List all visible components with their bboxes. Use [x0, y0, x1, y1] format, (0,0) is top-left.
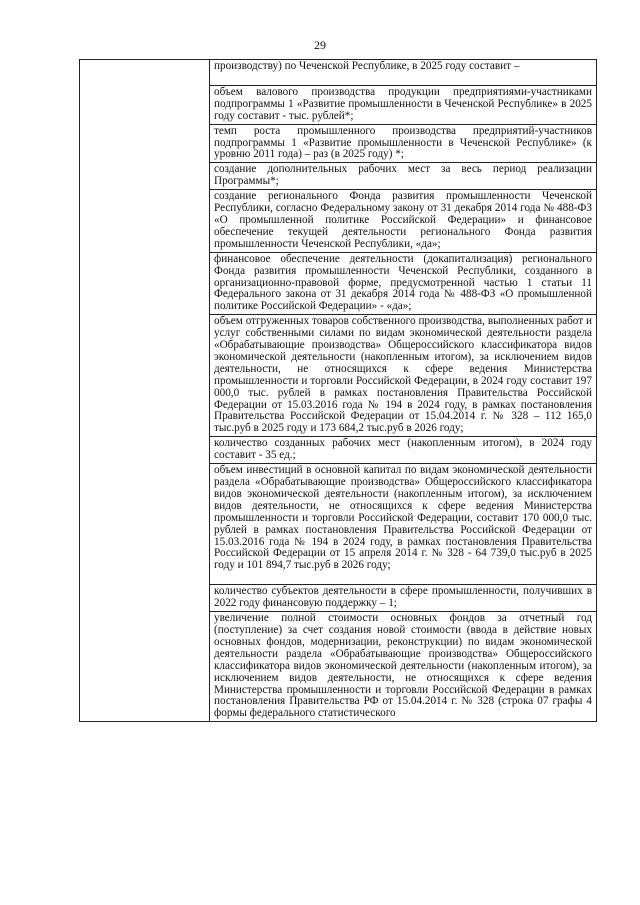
- row-text: объем отгруженных товаров собственного производства, выполненных работ и услуг собственными силами по видам экономической деятельности раздела «Обрабатывающие производства» Общероссийского классификатора видов экономической деятельности (накопленным итогом), за исключением видов деятельности, не относящихся к сфере ведения Министерства промышленности и торговли Российской Федерации, в 2024 году составит 197 000,0 тыс. рублей в рамках постановления Правительства Российской Федерации от 15.03.2016 года № 194 в 2024 году, в рамках постановления Правительства Российской Федерации от 15.04.2014 г. № 328 – 112 165,0 тыс.руб в 2025 году и 173 684,2 тыс.руб в 2026 году;: [214, 315, 592, 435]
- row-text: создание дополнительных рабочих мест за весь период реализации Программы*;: [214, 163, 592, 188]
- row-text: объем валового производства продукции предприятиями-участниками подпрограммы 1 «Развитие промышленности в Чеченской Республике» в 2025 году составит - тыс. рублей*;: [214, 85, 592, 122]
- table-row: [80, 60, 597, 86]
- row-text: количество созданных рабочих мест (накопленным итогом), в 2024 году составит - 35 ед.;: [214, 437, 592, 462]
- row-text: создание регионального Фонда развития промышленности Чеченской Республики, согласно Федеральному закону от 31 декабря 2014 года № 488-ФЗ «О промышленной политике Российской Федерации» и финансовое обеспечение текущей деятельности регионального Фонда развития промышленности Чеченской Республики, «да»;: [214, 190, 592, 250]
- indicators-table: [79, 59, 597, 722]
- row-text: финансовое обеспечение деятельности (докапитализация) регионального Фонда развития промышленности Чеченской Республики, созданного в организационно-правовой форме, предусмотренной частью 1 статьи 11 Федерального закона от 31 декабря 2014 года № 488-ФЗ «О промышленной политике Российской Федерации» - «да»;: [214, 252, 592, 313]
- empty-left-cell: [80, 60, 210, 722]
- row-text: темп роста промышленного производства предприятий-участников подпрограммы 1 «Развитие промышленности в Чеченской Республике» (к уровню 2011 года) – раз (в 2025 году) *;: [214, 124, 592, 161]
- row-text: производству) по Чеченской Республике, в 2025 году составит –: [214, 60, 520, 72]
- page-number: 29: [314, 38, 326, 52]
- row-text: количество субъектов деятельности в сфере промышленности, получивших в 2022 году финансовую поддержку – 1;: [214, 585, 592, 610]
- row-text: увеличение полной стоимости основных фондов за отчетный год (поступление) за счет создания новой стоимости (ввода в действие новых основных фондов, модернизации, реконструкции) по видам экономической деятельности раздела «Обрабатывающие производства» Общероссийского классификатора видов экономической деятельности (накопленным итогом), за исключением видов деятельности, не относящихся к сфере ведения Министерства промышленности и торговли Российской Федерации в рамках постановления Правительства РФ от 15.04.2014 г. № 328 (строка 07 графы 4 формы федерального статистического: [214, 612, 592, 720]
- row-text: объем инвестиций в основной капитал по видам экономической деятельности раздела «Обрабатывающие производства» Общероссийского классификатора видов экономической деятельности (накопленным итогом), за исключением видов деятельности, не относящихся к сфере ведения Министерства промышленности и торговли Российской Федерации, составит 170 000,0 тыс. рублей в рамках постановления Правительства Российской Федерации от 15.03.2016 года № 194 в 2024 году, в рамках постановления Правительства Российской Федерации от 15 апреля 2014 г. № 328 - 64 739,0 тыс.руб в 2025 году и 101 894,7 тыс.руб в 2026 году;: [214, 464, 592, 572]
